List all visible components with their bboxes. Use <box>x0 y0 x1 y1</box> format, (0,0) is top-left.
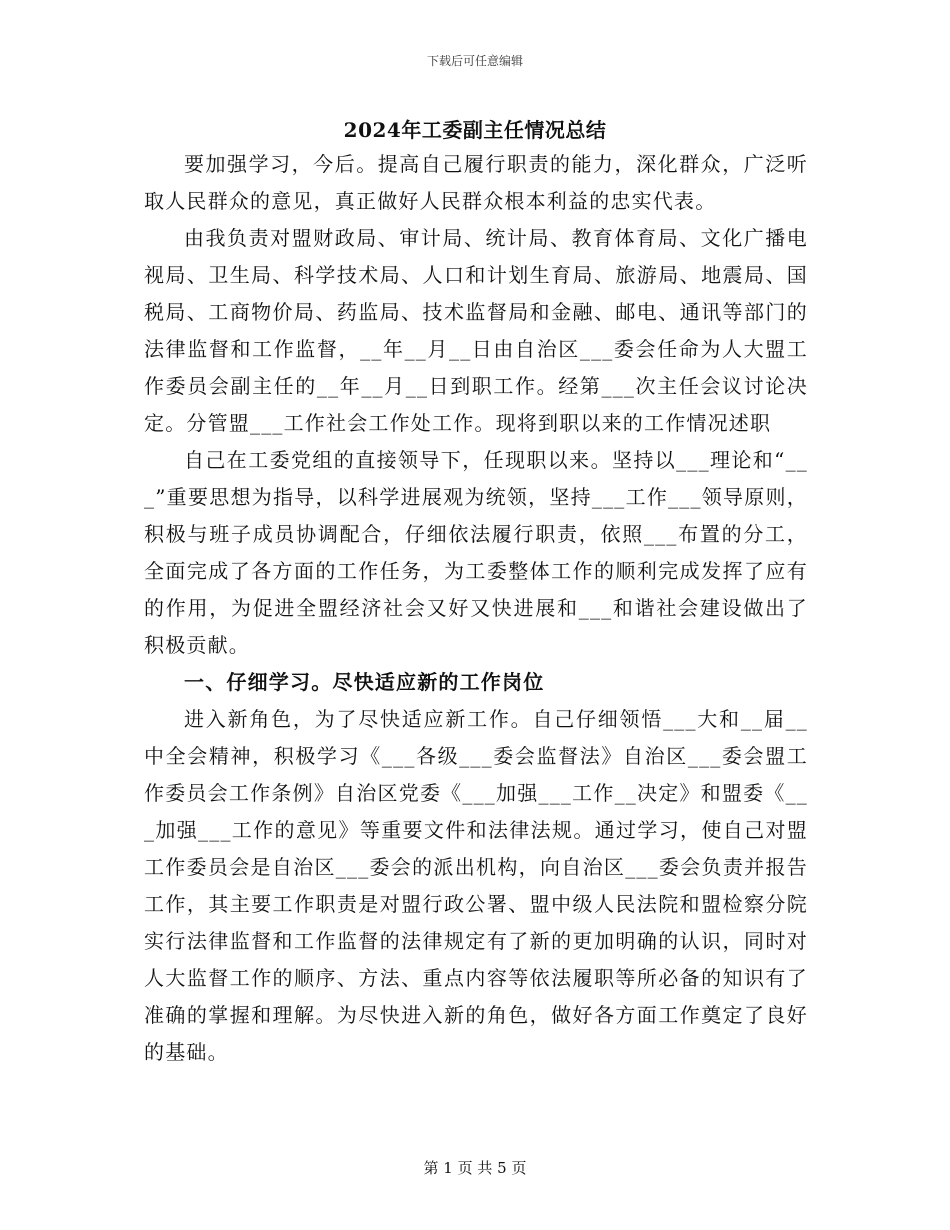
paragraph-responsibilities: 由我负责对盟财政局、审计局、统计局、教育体育局、文化广播电视局、卫生局、科学技术局、人口和计划生育局、旅游局、地震局、国税局、工商物价局、药监局、技术监督局和金融、邮电、通讯等部门的法律监督和工作监督，__年__月__日由自治区___委会任命为人大盟工作委员会副主任的__年__月__日到职工作。经第___次主任会议讨论决定。分管盟___工作社会工作处工作。现将到职以来的工作情况述职 <box>144 226 808 435</box>
paragraph-overview: 自己在工委党组的直接领导下，任现职以来。坚持以___理论和“___”重要思想为指导，以科学进展观为统领，坚持___工作___领导原则，积极与班子成员协调配合，仔细依法履行职责，依照___布置的分工，全面完成了各方面的工作任务，为工委整体工作的顺利完成发挥了应有的作用，为促进全盟经济社会又好又快进展和___和谐社会建设做出了积极贡献。 <box>144 448 808 657</box>
page-header: 下载后可任意编辑 <box>426 54 523 68</box>
document-title: 2024年工委副主任情况总结 <box>343 118 607 142</box>
section-heading-1: 一、仔细学习。尽快适应新的工作岗位 <box>184 670 545 694</box>
paragraph-section-1: 进入新角色，为了尽快适应新工作。自己仔细领悟___大和__届__中全会精神，积极学习《___各级___委会监督法》自治区___委会盟工作委员会工作条例》自治区党委《___加强___工作__决定》和盟委《___加强___工作的意见》等重要文件和法律法规。通过学习，使自己对盟工作委员会是自治区___委会的派出机构，向自治区___委会负责并报告工作，其主要工作职责是对盟行政公署、盟中级人民法院和盟检察分院实行法律监督和工作监督的法律规定有了新的更加明确的认识，同时对人大监督工作的顺序、方法、重点内容等依法履职等所必备的知识有了准确的掌握和理解。为尽快进入新的角色，做好各方面工作奠定了良好的基础。 <box>144 707 808 1064</box>
paragraph-intro: 要加强学习，今后。提高自己履行职责的能力，深化群众，广泛听取人民群众的意见，真正做好人民群众根本利益的忠实代表。 <box>144 152 808 213</box>
document-body <box>144 146 808 1071</box>
page-footer: 第 1 页 共 5 页 <box>423 1159 527 1177</box>
